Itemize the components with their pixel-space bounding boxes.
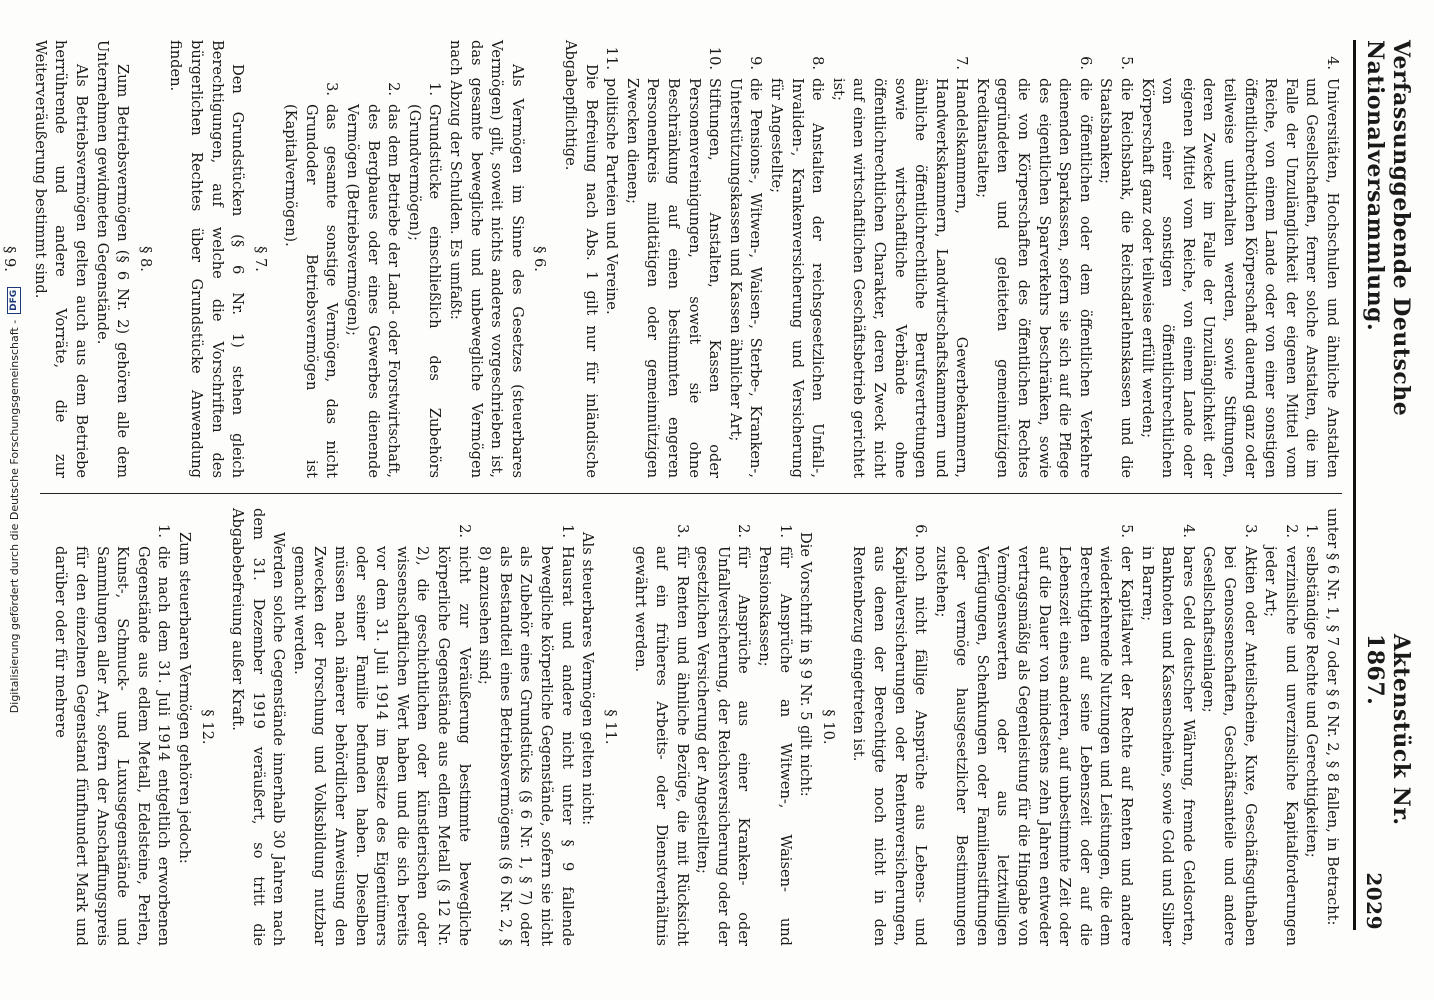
item-text: bares Geld deutscher Währung, fremde Geldsorten, Banknoten und Kassenscheine, sowie Gold und Silber in Barren; bbox=[1138, 546, 1197, 946]
item-number: 1. bbox=[1303, 524, 1321, 538]
list-item bbox=[50, 508, 174, 946]
item-number: 4. bbox=[1324, 56, 1341, 70]
list-item bbox=[971, 40, 1095, 478]
list-item bbox=[827, 40, 971, 478]
section-heading-8: § 8. bbox=[136, 246, 154, 272]
list-item bbox=[692, 508, 754, 946]
item-number: 2. bbox=[1282, 524, 1300, 538]
list-item bbox=[1136, 40, 1342, 478]
section-12-text: Zum steuerbaren Vermögen gehören jedoch: bbox=[175, 532, 193, 864]
item-number: 10. bbox=[706, 46, 724, 70]
list-item bbox=[1301, 508, 1322, 946]
item-number: 6. bbox=[912, 524, 930, 538]
list-item bbox=[848, 508, 930, 946]
item-text: nicht zur Veräußerung bestimmte bewegliche körperliche Gegenstände aus edlem Metall (§ 12 Nr. 2), die geschichtlichen oder künstlerischen oder wissenschaftlichen Wert haben und die sich bereits vor dem 31. Juli 1914 im Besitze des Eigentümers oder seiner Familie befunden haben. Dieselben müssen nach näherer behördlicher Anweisung den Zwecken der Forschung und Volksbildung nutzbar gemacht werden. bbox=[290, 546, 473, 946]
list-item bbox=[765, 40, 827, 478]
list-item bbox=[1198, 508, 1260, 946]
item-number: 11. bbox=[603, 46, 621, 70]
section-heading-11: § 11. bbox=[601, 709, 619, 745]
section-11-after: Werden solche Gegenstände innerhalb 30 Jahren nach dem 31. Dezember 1919 veräußert, so tritt die Abgabebefreiung außer Kraft. bbox=[229, 508, 288, 946]
item-number: 9. bbox=[747, 56, 765, 70]
section-10-text: Die Vorschrift in § 9 Nr. 5 gilt nicht: bbox=[797, 532, 815, 797]
footer-text: Digitalisierung gefördert durch die Deutsche Forschungsgemeinschaft - bbox=[7, 319, 21, 714]
item-number: 2. bbox=[735, 524, 753, 538]
item-text: Handelskammern, Gewerbekammern, Handwerkskammern, Landwirtschaftskammern und ähnliche öffentlichrechtliche Berufsvertretungen sowie wirtschaftliche Verbände ohne öffentlichrechtlichen Charakter, deren Zweck nicht auf einen wirtschaftlichen Geschäftsbetrieb gerichtet ist; bbox=[829, 78, 971, 478]
item-text: verzinsliche und unverzinsliche Kapitalforderungen jeder Art; bbox=[1262, 546, 1300, 946]
list-item bbox=[1260, 508, 1301, 946]
item-number: 2. bbox=[455, 524, 473, 538]
item-number: 5. bbox=[1118, 56, 1136, 70]
section-7-text: Den Grundstücken (§ 6 Nr. 1) stehen gleich Berechtigungen, auf welche die Vorschriften des bürgerlichen Rechtes über Grundstücke Anwendung finden. bbox=[167, 40, 247, 478]
list-item bbox=[753, 508, 794, 946]
section-heading-7: § 7. bbox=[251, 246, 269, 272]
list-item bbox=[724, 40, 765, 478]
item-text: für Ansprüche aus einer Kranken- oder Unfallversicherung, der Reichsversicherung oder der gesetzlichen Versicherung der Angestellten; bbox=[694, 546, 753, 946]
right-column bbox=[35, 508, 1342, 946]
item-number: 3. bbox=[673, 524, 691, 538]
list-item bbox=[1095, 40, 1136, 478]
list-item bbox=[621, 40, 724, 478]
item-number: 4. bbox=[1179, 524, 1197, 538]
section-11-text: Als steuerbares Vermögen gelten nicht: bbox=[579, 532, 597, 826]
item-text: das gesamte sonstige Vermögen, das nicht Grundoder Betriebsvermögen ist (Kapitalvermögen). bbox=[282, 104, 341, 478]
item-number: 1. bbox=[155, 524, 173, 538]
list-item bbox=[930, 508, 1136, 946]
item-text: Aktien oder Anteilscheine, Kuxe, Geschäftsguthaben bei Genossenschaften, Geschäftsanteile und andere Gesellschaftseinlagen; bbox=[1200, 546, 1259, 946]
item-number: 8. bbox=[809, 56, 827, 70]
item-text: der Kapitalwert der Rechte auf Renten und andere wiederkehrende Nutzungen und Leistungen, die dem Berechtigten auf seine Lebenszeit oder auf die Lebenszeit eines anderen, auf unbestimmte Zeit oder auf die Dauer von mindestens zehn Jahren entweder vertragsmäßig als Gegenleistung für die Hingabe von Vermögenswerten oder aus letztwilligen Verfügungen, Schenkungen oder Familienstiftungen oder vermöge hausgesetzlicher Bestimmungen zustehen; bbox=[932, 546, 1136, 946]
item-number: 7. bbox=[953, 56, 971, 70]
page-number: 2029 bbox=[1362, 872, 1386, 930]
item-number: 3. bbox=[1241, 524, 1259, 538]
list-item bbox=[630, 508, 692, 946]
closing-note: Die Befreiung nach Abs. 1 gilt nur für inländische Abgabepflichtige. bbox=[562, 40, 600, 478]
item-number: 2. bbox=[385, 82, 403, 96]
item-text: die nach dem 31. Juli 1914 entgeltlich erworbenen Gegenstände aus edlem Metall, Edelsteine, Perlen, Kunst-, Schmuck- und Luxusgegenstände und Sammlungen aller Art, sofern der Anschaffungspreis für den einzelnen Gegenstand fünfhundert Mark und darüber oder für mehrere bbox=[52, 546, 173, 946]
section-heading-12: § 12. bbox=[198, 709, 216, 745]
footer-strip bbox=[0, 0, 24, 1000]
item-text: Stiftungen, Anstalten, Kassen oder Personenvereinigungen, soweit sie ohne Beschränkung auf einen bestimmten engeren Personenkreis mildtätigen oder gemeinnützigen Zwecken dienen; bbox=[623, 78, 724, 478]
section-heading-6: § 6. bbox=[531, 246, 549, 272]
item-number: 1. bbox=[558, 524, 576, 538]
item-text: Hausrat und andere nicht unter § 9 fallende bewegliche körperliche Gegenstände, sofern sie nicht als Zubehör eines Grundstücks (§ 6 Nr. 1, § 7) oder als Bestandteil eines Betriebsvermögens (§ 6 Nr. 2, § 8) anzusehen sind; bbox=[476, 546, 576, 946]
item-number: 5. bbox=[1118, 524, 1136, 538]
page-header bbox=[1362, 40, 1414, 930]
item-number: 1. bbox=[776, 524, 794, 538]
section-heading-10: § 10. bbox=[819, 709, 837, 745]
item-text: Grundstücke einschließlich des Zubehörs (Grundvermögen); bbox=[405, 104, 444, 478]
item-number: 3. bbox=[323, 82, 341, 96]
item-text: politische Parteien und Vereine. bbox=[603, 78, 621, 315]
section-10-list bbox=[630, 508, 795, 946]
list-item bbox=[601, 40, 622, 478]
item-text: selbständige Rechte und Gerechtigkeiten; bbox=[1303, 546, 1321, 858]
item-text: die Anstalten der reichsgesetzlichen Unfall-, Invaliden-, Krankenversicherung und Versicherung für Angestellte; bbox=[767, 78, 827, 478]
list-item bbox=[280, 40, 342, 478]
section-12-list bbox=[50, 508, 174, 946]
list-item bbox=[342, 40, 404, 478]
header-title: Verfassunggebende Deutsche Nationalversammlung. bbox=[1362, 40, 1414, 417]
list-item bbox=[1136, 508, 1198, 946]
digitization-footer bbox=[2, 0, 26, 1000]
item-text: für Renten und ähnliche Bezüge, die mit Rücksicht auf ein früheres Arbeits- oder Dienstverhältnis gewährt werden. bbox=[632, 546, 691, 946]
section-8-text-1: Zum Betriebsvermögen (§ 6 Nr. 2) gehören alle dem Unternehmen gewidmeten Gegenstände. bbox=[93, 40, 132, 478]
dfg-logo: DFG bbox=[7, 287, 21, 314]
item-text: die Reichsbank, die Reichsdarlehnskassen und die Staatsbanken; bbox=[1097, 78, 1136, 478]
item-text: noch nicht fällige Ansprüche aus Lebens- und Kapitalversicherungen oder Rentenversicherungen, aus denen der Berechtigte noch nicht in den Rentenbezug eingetreten ist. bbox=[850, 546, 930, 946]
item-text: Universitäten, Hochschulen und ähnliche Anstalten und Gesellschaften, ferner solche Anstalten, die im Falle der Unzulänglichkeit der eigenen Mittel vom Reiche, von einem Lande oder von einer sonstigen öffentlichrechtlichen Körperschaft dauernd ganz oder teilweise unterhalten werden, sowie Stiftungen, deren Zwecke im Falle der Unzulänglichkeit der eigenen Mittel vom Reiche, von einem Lande oder von einer sonstigen öffentlichrechtlichen Körperschaft ganz oder teilweise erfüllt werden; bbox=[1138, 78, 1341, 478]
exemption-list bbox=[601, 40, 1342, 478]
item-text: die Pensions-, Witwen-, Waisen-, Sterbe-, Kranken-, Unterstützungskassen und Kassen ähnlicher Art; bbox=[726, 78, 765, 478]
section-8-text-2: Als Betriebsvermögen gelten auch aus dem Betriebe herrührende und andere Vorräte, die zur Weiterveräußerung bestimmt sind. bbox=[31, 40, 90, 478]
item-text: für Ansprüche an Witwen-, Waisen- und Pensionskassen; bbox=[755, 546, 794, 946]
list-item bbox=[474, 508, 577, 946]
column-divider bbox=[40, 493, 1342, 494]
section-heading-9: § 9. bbox=[1, 246, 19, 272]
list-item bbox=[403, 40, 444, 478]
item-number: 1. bbox=[426, 82, 444, 96]
item-text: die öffentlichen oder dem öffentlichen Verkehre dienenden Sparkassen, sofern sie sich auf die Pflege des eigentlichen Sparverkehrs beschränken, sowie die von Körperschaften des öffentlichen Rechtes gegründeten und geleiteten gemeinnützigen Kreditanstalten; bbox=[973, 78, 1094, 478]
section-6-list bbox=[280, 40, 445, 478]
list-item bbox=[288, 508, 473, 946]
item-text: das dem Betriebe der Land- oder Forstwirtschaft, des Bergbaues oder eines Gewerbes dienende Vermögen (Betriebsvermögen); bbox=[344, 104, 403, 478]
header-rule bbox=[1353, 40, 1356, 930]
right-intro: unter § 6 Nr. 1, § 7 oder § 6 Nr. 2, § 8 fallen, in Betracht: bbox=[1324, 508, 1341, 926]
section-11-list bbox=[288, 508, 576, 946]
capital-assets-list bbox=[848, 508, 1322, 946]
document-reference: Aktenstück Nr. 1867. bbox=[1362, 633, 1414, 826]
item-number: 6. bbox=[1076, 56, 1094, 70]
section-6-text: Als Vermögen im Sinne des Gesetzes (steuerbares Vermögen) gilt, soweit nichts anderes vorgeschrieben ist, das gesamte bewegliche und unbewegliche Vermögen nach Abzug der Schulden. Es umfaßt: bbox=[447, 40, 526, 478]
